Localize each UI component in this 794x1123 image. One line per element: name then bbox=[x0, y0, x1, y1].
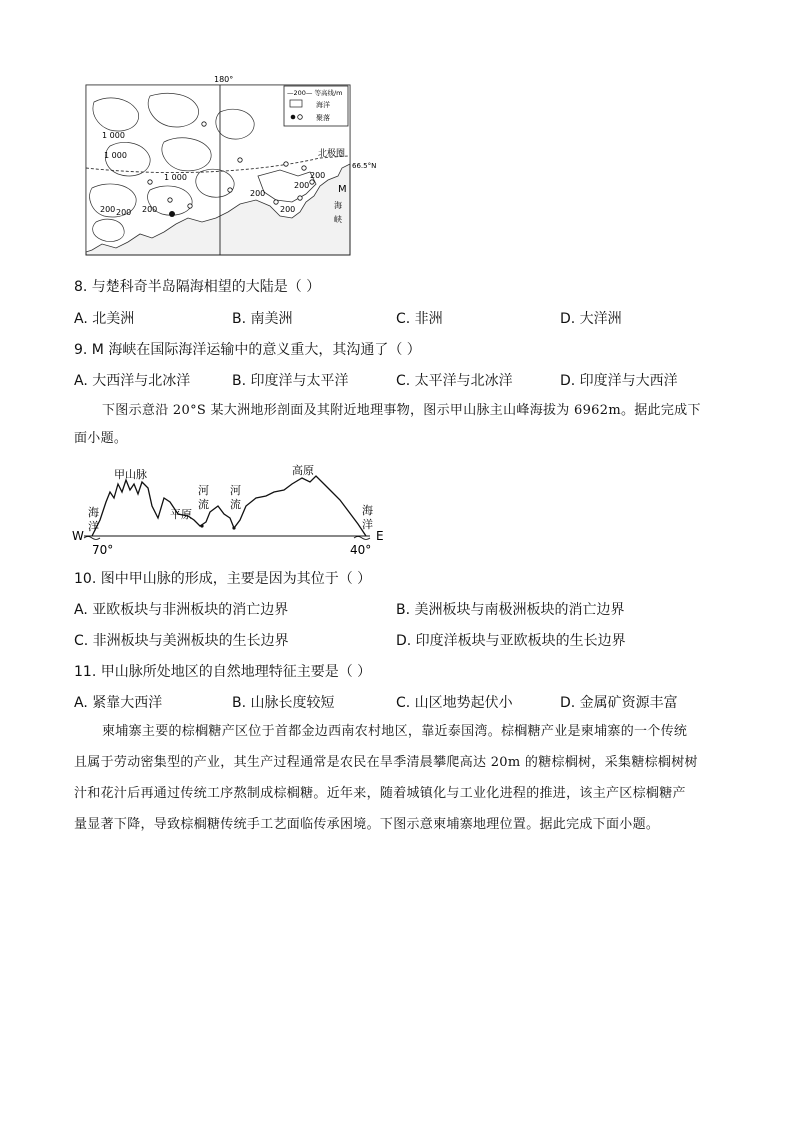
intro-line: 汁和花汁后再通过传统工序熬制成棕榈糖。近年来，随着城镇化与工业化进程的推进，该主产区棕榈糖产 bbox=[74, 786, 686, 801]
river2-char: 河 bbox=[230, 484, 241, 497]
q9-option-b[interactable]: B. 印度洋与太平洋 bbox=[232, 373, 349, 389]
legend-settlement-dot bbox=[291, 115, 296, 120]
contour-label: 200 bbox=[294, 181, 310, 190]
q8-option-c[interactable]: C. 非洲 bbox=[396, 311, 443, 327]
river-marker bbox=[200, 524, 203, 527]
river-marker bbox=[232, 526, 235, 529]
q9-option-c[interactable]: C. 太平洋与北冰洋 bbox=[396, 373, 513, 389]
q8-option-a[interactable]: A. 北美洲 bbox=[74, 311, 135, 327]
q11-option-d[interactable]: D. 金属矿资源丰富 bbox=[560, 695, 678, 711]
river1-char: 流 bbox=[198, 498, 209, 511]
major-settlement bbox=[169, 211, 175, 217]
left-ocean-char: 洋 bbox=[88, 520, 99, 533]
left-ocean-char: 海 bbox=[88, 506, 99, 519]
mountain-label: 甲山脉 bbox=[114, 468, 147, 481]
contour-label: 1 000 bbox=[104, 151, 127, 160]
lon-right-label: 40° bbox=[350, 543, 372, 557]
q10-option-a[interactable]: A. 亚欧板块与非洲板块的消亡边界 bbox=[74, 602, 289, 618]
profile-line bbox=[92, 476, 366, 536]
legend-settlement-circle bbox=[298, 115, 303, 120]
arctic-lat-label: 66.5°N bbox=[352, 162, 377, 170]
question-9: 9. M 海峡在国际海洋运输中的意义重大，其沟通了（ ） bbox=[74, 342, 421, 358]
arctic-circle-label: 北极圈 bbox=[318, 149, 346, 159]
q9-option-a[interactable]: A. 大西洋与北冰洋 bbox=[74, 373, 191, 389]
question-10: 10. 图中甲山脉的形成，主要是因为其位于（ ） bbox=[74, 571, 372, 587]
intro-line: 量显著下降，导致棕榈糖传统手工艺面临传承困境。下图示意柬埔寨地理位置。据此完成下面小题。 bbox=[74, 817, 660, 832]
contour-label: 200 bbox=[250, 189, 266, 198]
intro-line: 且属于劳动密集型的产业，其生产过程通常是农民在旱季清晨攀爬高达 20m 的糖棕榈树，采集糖棕榈树树 bbox=[74, 755, 698, 770]
legend-contour: —200— 等高线/m bbox=[287, 89, 343, 97]
q10-option-c[interactable]: C. 非洲板块与美洲板块的生长边界 bbox=[74, 633, 289, 649]
profile-w: W bbox=[72, 529, 84, 543]
river1-char: 河 bbox=[198, 484, 209, 497]
q10-option-d[interactable]: D. 印度洋板块与亚欧板块的生长边界 bbox=[396, 633, 626, 649]
q11-option-b[interactable]: B. 山脉长度较短 bbox=[232, 695, 335, 711]
right-ocean-char: 海 bbox=[362, 504, 373, 517]
intro-line: 下图示意沿 20°S 某大洲地形剖面及其附近地理事物，图示甲山脉主山峰海拔为 6962m。据此完成下 bbox=[102, 403, 701, 418]
river2-char: 流 bbox=[230, 498, 241, 511]
legend-ocean: 海洋 bbox=[316, 101, 330, 109]
strait-char: 海 bbox=[334, 201, 342, 210]
lon-left-label: 70° bbox=[92, 543, 114, 557]
profile-e: E bbox=[376, 529, 384, 543]
legend-settlement: 聚落 bbox=[316, 114, 330, 122]
legend-ocean-swatch bbox=[290, 100, 302, 107]
q8-option-b[interactable]: B. 南美洲 bbox=[232, 311, 293, 327]
right-ocean-char: 洋 bbox=[362, 518, 373, 531]
ocean-wave-left bbox=[84, 537, 100, 540]
contour-label: 200 bbox=[310, 171, 326, 180]
contour-label: 1 000 bbox=[102, 131, 125, 140]
q11-option-a[interactable]: A. 紧靠大西洋 bbox=[74, 695, 163, 711]
intro-line: 柬埔寨主要的棕榈糖产区位于首都金边西南农村地区，靠近泰国湾。棕榈糖产业是柬埔寨的一个传统 bbox=[102, 724, 688, 739]
q11-option-c[interactable]: C. 山区地势起伏小 bbox=[396, 695, 513, 711]
ocean-wave-right bbox=[354, 537, 370, 540]
intro-paragraph-1 bbox=[74, 395, 724, 454]
plateau-label: 高原 bbox=[292, 464, 314, 477]
terrain-profile bbox=[70, 462, 400, 562]
q8-option-d[interactable]: D. 大洋洲 bbox=[560, 311, 622, 327]
map-legend bbox=[284, 86, 348, 126]
contour-label: 200 bbox=[116, 208, 132, 217]
intro-paragraph-2 bbox=[74, 716, 734, 840]
question-8: 8. 与楚科奇半岛隔海相望的大陆是（ ） bbox=[74, 279, 321, 295]
q9-option-d[interactable]: D. 印度洋与大西洋 bbox=[560, 373, 678, 389]
intro-line: 面小题。 bbox=[74, 431, 128, 446]
contour-label: 200 bbox=[280, 205, 296, 214]
chukchi-map bbox=[80, 72, 377, 262]
q10-option-b[interactable]: B. 美洲板块与南极洲板块的消亡边界 bbox=[396, 602, 625, 618]
plain-label: 平原 bbox=[170, 508, 192, 521]
longitude-label: 180° bbox=[214, 75, 234, 84]
strait-char: 峡 bbox=[334, 215, 342, 224]
question-11: 11. 甲山脉所处地区的自然地理特征主要是（ ） bbox=[74, 664, 372, 680]
contour-label: 200 bbox=[142, 205, 158, 214]
strait-letter: M bbox=[338, 184, 347, 195]
contour-label: 1 000 bbox=[164, 173, 187, 182]
contour-label: 200 bbox=[100, 205, 116, 214]
